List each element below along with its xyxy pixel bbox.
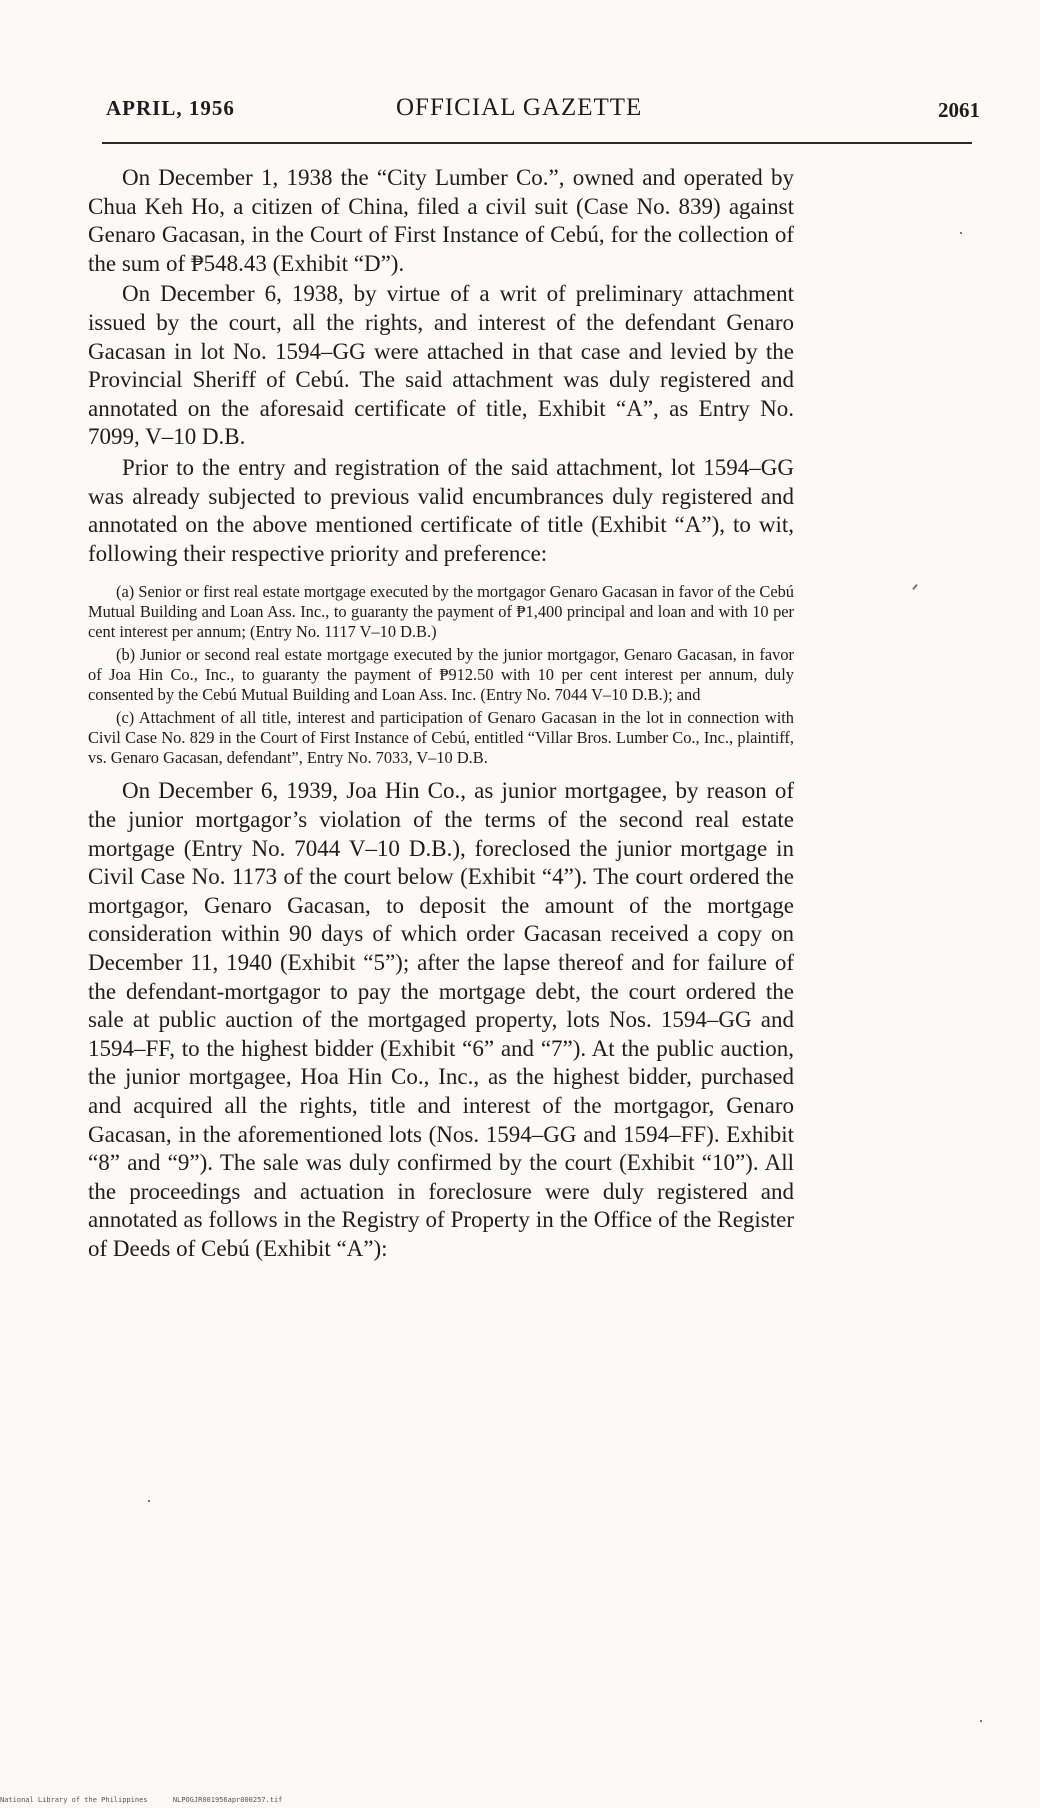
paragraph-foreclosure: On December 6, 1939, Joa Hin Co., as junior mortgagee, by reason of the junior mortgagor’s violation of the terms of the second real estate mortgage (Entry No. 7044 V–10 D.B.), foreclosed the junior mortgage in Civil Case No. 1173 of the court below (Exhibit “4”). The court ordered the mortgagor, Genaro Gacasan, to deposit the amount of the mortgage consideration within 90 days of which order Gacasan received a copy on December 11, 1940 (Exhibit “5”); after the lapse thereof and for failure of the defendant-mortgagor to pay the mortgage debt, the court ordered the sale at public auction of the mortgaged property, lots Nos. 1594–GG and 1594–FF, to the highest bidder (Exhibit “6” and “7”). At the public auction, the junior mortgagee, Hoa Hin Co., Inc., as the highest bidder, purchased and acquired all the rights, title and interest of the mortgagor, Genaro Gacasan, in the aforementioned lots (Nos. 1594–GG and 1594–FF). Exhibit “8” and “9”). The sale was duly confirmed by the court (Exhibit “10”). All the proceedings and actuation in foreclosure were duly registered and annotated as follows in the Registry of Property in the Office of the Register of Deeds of Cebú (Exhibit “A”): <box>88 778 794 1261</box>
library-credit: National Library of the Philippines <box>0 1796 148 1804</box>
encumbrance-list <box>88 582 794 767</box>
encumbrance-item-c: (c) Attachment of all title, interest and participation of Genaro Gacasan in the lot in connection with Civil Case No. 829 in the Court of First Instance of Cebú, entitled “Villar Bros. Lumber Co., Inc., plaintiff, vs. Genaro Gacasan, defendant”, Entry No. 7033, V–10 D.B. <box>88 707 794 767</box>
page-header <box>106 96 980 136</box>
paragraph-prior-encumbrances: Prior to the entry and registration of the said attachment, lot 1594–GG was already subjected to previous valid encumbrances duly registered and annotated on the above mentioned certificate of title (Exhibit “A”), to wit, following their respective priority and preference: <box>88 454 794 566</box>
scan-speck <box>912 584 917 590</box>
publication-title: OFFICIAL GAZETTE <box>396 94 643 121</box>
header-rule <box>102 142 972 144</box>
article-body <box>88 164 794 1264</box>
scan-speck <box>148 1500 150 1502</box>
scan-speck <box>980 1720 982 1722</box>
issue-date: APRIL, 1956 <box>106 96 235 120</box>
scan-footer <box>0 1796 282 1804</box>
scan-filename: NLPOGJR001956apr000257.tif <box>172 1796 283 1804</box>
paragraph-attachment: On December 6, 1938, by virtue of a writ of preliminary attachment issued by the court, all the rights, and interest of the defendant Genaro Gacasan in lot No. 1594–GG were attached in that case and levied by the Provincial Sheriff of Cebú. The said attachment was duly registered and annotated on the aforesaid certificate of title, Exhibit “A”, as Entry No. 7099, V–10 D.B. <box>88 281 794 450</box>
page-number: 2061 <box>938 98 980 122</box>
encumbrance-item-b: (b) Junior or second real estate mortgage executed by the junior mortgagor, Genaro Gacasan, in favor of Joa Hin Co., Inc., to guaranty the payment of ₱912.50 with 10 per cent interest per annum, duly consented by the Cebú Mutual Building and Loan Ass. Inc. (Entry No. 7044 V–10 D.B.); and <box>88 645 794 704</box>
paragraph-city-lumber-suit: On December 1, 1938 the “City Lumber Co.”, owned and operated by Chua Keh Ho, a citizen of China, filed a civil suit (Case No. 839) against Genaro Gacasan, in the Court of First Instance of Cebú, for the collection of the sum of ₱548.43 (Exhibit “D”). <box>88 165 794 276</box>
scan-speck <box>960 232 962 234</box>
encumbrance-item-a: (a) Senior or first real estate mortgage executed by the mortgagor Genaro Gacasan in favor of the Cebú Mutual Building and Loan Ass. Inc., to guaranty the payment of ₱1,400 principal and loan and with 10 per cent interest per annum; (Entry No. 1117 V–10 D.B.) <box>88 582 794 642</box>
